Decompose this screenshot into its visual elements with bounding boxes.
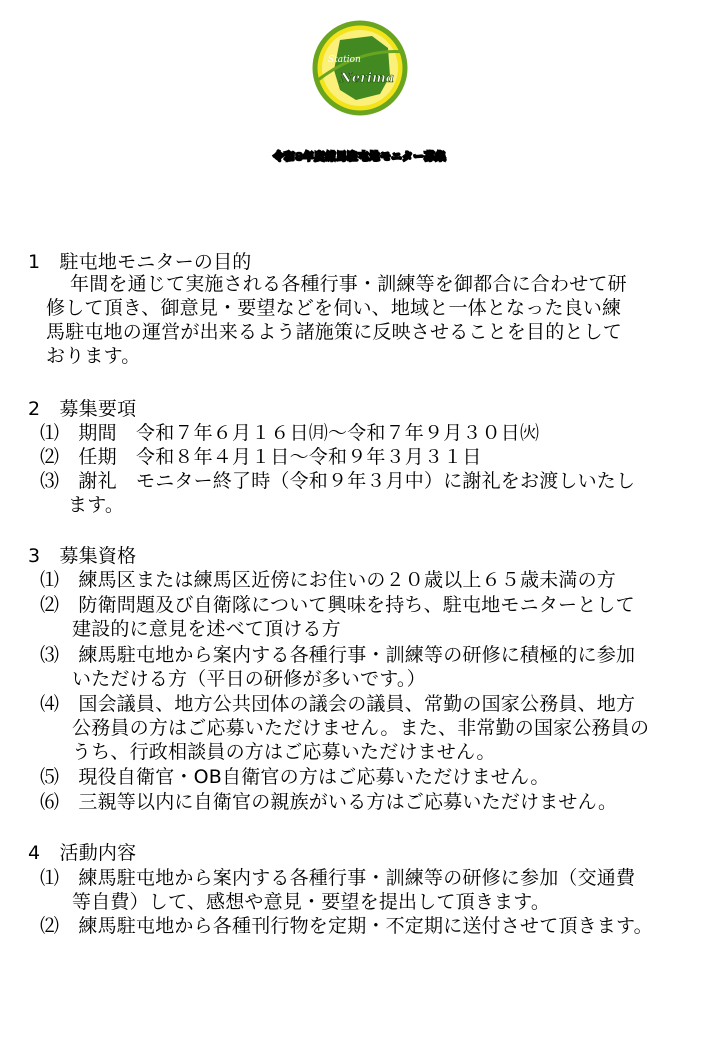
section-1-heading: 1 駐屯地モニターの目的 <box>28 251 252 273</box>
section-3-item-continued: 公務員の方はご応募いただけません。また、非常勤の国家公務員の <box>72 717 650 739</box>
section-4-item-continued: 等自費）して、感想や意見・要望を提出して頂きます。 <box>72 891 551 913</box>
section-4-item: ⑵ 練馬駐屯地から各種刊行物を定期・不定期に送付させて頂きます。 <box>40 915 653 937</box>
page-title: 令和8年度練馬駐屯地モニター募集 <box>273 152 447 163</box>
logo-map-shape <box>334 36 390 100</box>
logo-text-top: Station <box>328 55 361 65</box>
section-3-item: ⑷ 国会議員、地方公共団体の議会の議員、常勤の国家公務員、地方 <box>40 693 636 715</box>
section-1-line: 年間を通じて実施される各種行事・訓練等を御都合に合わせて研 <box>70 273 627 295</box>
section-3-item: ⑵ 防衛問題及び自衛隊について興味を持ち、駐屯地モニターとして <box>40 594 635 616</box>
section-3-item: ⑸ 現役自衛官・OB自衛官の方はご応募いただけません。 <box>40 766 550 788</box>
section-3-item-continued: うち、行政相談員の方はご応募いただけません。 <box>72 741 496 763</box>
section-3-heading: 3 募集資格 <box>28 545 137 567</box>
section-3-item-continued: 建設的に意見を述べて頂ける方 <box>72 618 341 640</box>
section-1-line: 馬駐屯地の運営が出来るよう諸施策に反映させることを目的として <box>46 321 623 343</box>
section-2-item: ⑶ 謝礼 モニター終了時（令和９年３月中）に謝礼をお渡しいたし <box>40 470 636 492</box>
logo-text-main: Nerima <box>340 71 395 86</box>
section-2-item: ⑴ 期間 令和７年６月１６日㈪～令和７年９月３０日㈫ <box>40 422 540 444</box>
section-3-item: ⑹ 三親等以内に自衛官の親族がいる方はご応募いただけません。 <box>40 791 618 813</box>
station-nerima-logo <box>310 18 410 118</box>
section-1-line: 修して頂き、御意見・要望などを伺い、地域と一体となった良い練 <box>46 297 622 319</box>
section-1-line: おります。 <box>46 345 141 367</box>
section-2-item-continued: ます。 <box>68 494 125 516</box>
section-3-item: ⑴ 練馬区または練馬区近傍にお住いの２０歳以上６５歳未満の方 <box>40 569 617 591</box>
section-2-heading: 2 募集要項 <box>28 398 137 420</box>
section-2-item: ⑵ 任期 令和８年４月１日～令和９年３月３１日 <box>40 446 482 468</box>
section-3-item-continued: いただける方（平日の研修が多いです。） <box>72 668 426 690</box>
section-3-item: ⑶ 練馬駐屯地から案内する各種行事・訓練等の研修に積極的に参加 <box>40 644 636 666</box>
section-4-heading: 4 活動内容 <box>28 842 137 864</box>
section-4-item: ⑴ 練馬駐屯地から案内する各種行事・訓練等の研修に参加（交通費 <box>40 867 636 889</box>
